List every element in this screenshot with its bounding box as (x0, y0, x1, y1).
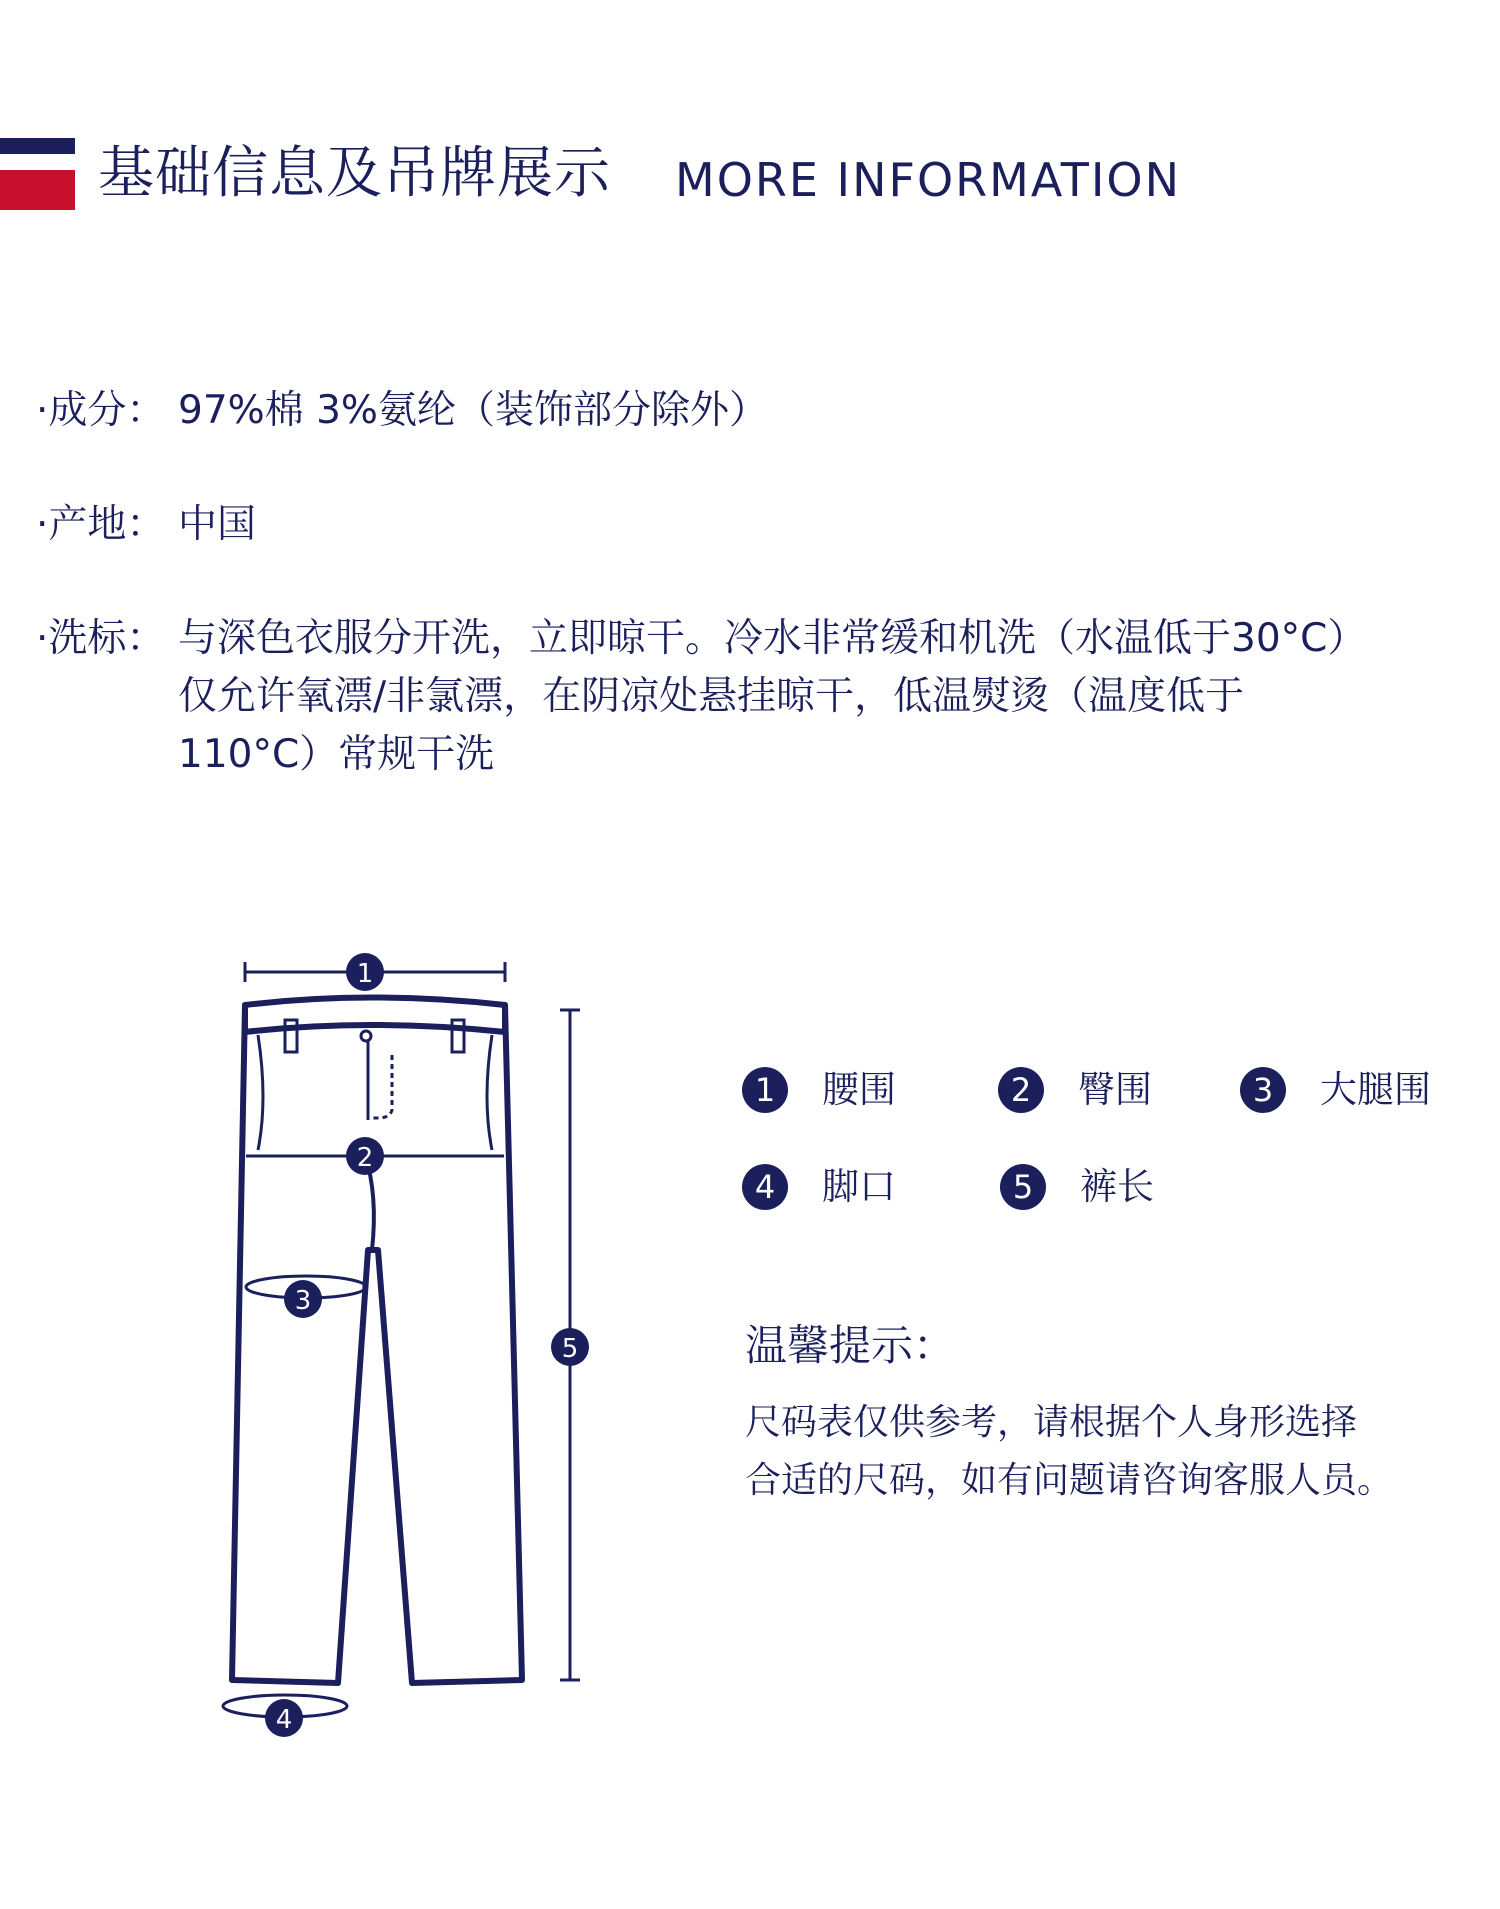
legend-label: 脚口 (822, 1165, 896, 1208)
tips-line: 合适的尺码，如有问题请咨询客服人员。 (745, 1460, 1394, 1501)
marker-5 (551, 1328, 589, 1366)
waist-button (361, 1031, 371, 1041)
care-line: 仅允许氧漂/非氯漂，在阴凉处悬挂晾干，低温熨烫（温度低于 (178, 674, 1245, 719)
section-header (0, 138, 1500, 210)
svg-text:1: 1 (356, 959, 374, 989)
marker-4 (265, 1699, 303, 1737)
section-title-cn: 基础信息及吊牌展示 (98, 141, 611, 206)
marker-3 (284, 1280, 322, 1318)
svg-text:4: 4 (275, 1705, 293, 1735)
legend-number-badge: 3 (1240, 1067, 1286, 1113)
legend-number-badge: 4 (742, 1164, 788, 1210)
pocket-left (258, 1035, 263, 1150)
legend-label: 裤长 (1080, 1165, 1154, 1208)
tips-title: 温馨提示： (745, 1321, 956, 1370)
legend-label: 臀围 (1078, 1068, 1152, 1111)
pants-measurement-diagram (200, 945, 600, 1745)
care-label: ·洗标： (36, 616, 166, 661)
origin-label: ·产地： (36, 502, 166, 547)
flag-stripe-navy (0, 138, 75, 154)
flag-stripe-red (0, 170, 75, 210)
svg-text:5: 5 (561, 1334, 579, 1364)
care-line: 与深色衣服分开洗，立即晾干。冷水非常缓和机洗（水温低于30°C） (178, 616, 1367, 661)
marker-2 (346, 1137, 384, 1175)
composition-label: ·成分： (36, 388, 166, 433)
pocket-right (487, 1035, 492, 1150)
legend-label: 腰围 (822, 1068, 896, 1111)
pants-outline (232, 1005, 522, 1683)
tips-line: 尺码表仅供参考，请根据个人身形选择 (745, 1402, 1358, 1443)
composition-value: 97%棉 3%氨纶（装饰部分除外） (178, 388, 768, 433)
brand-flag-icon (0, 138, 75, 210)
section-title-en: MORE INFORMATION (675, 153, 1182, 207)
legend-number-badge: 1 (742, 1067, 788, 1113)
origin-value: 中国 (178, 502, 257, 547)
marker-1 (346, 953, 384, 991)
legend-label: 大腿围 (1320, 1068, 1431, 1111)
legend-number-badge: 2 (998, 1067, 1044, 1113)
care-value (178, 610, 1366, 784)
fly-stitch (372, 1055, 392, 1118)
svg-text:3: 3 (294, 1286, 312, 1316)
svg-text:2: 2 (356, 1143, 374, 1173)
care-line: 110°C）常规干洗 (178, 732, 495, 777)
tips-body (745, 1394, 1393, 1510)
legend-number-badge: 5 (1000, 1164, 1046, 1210)
